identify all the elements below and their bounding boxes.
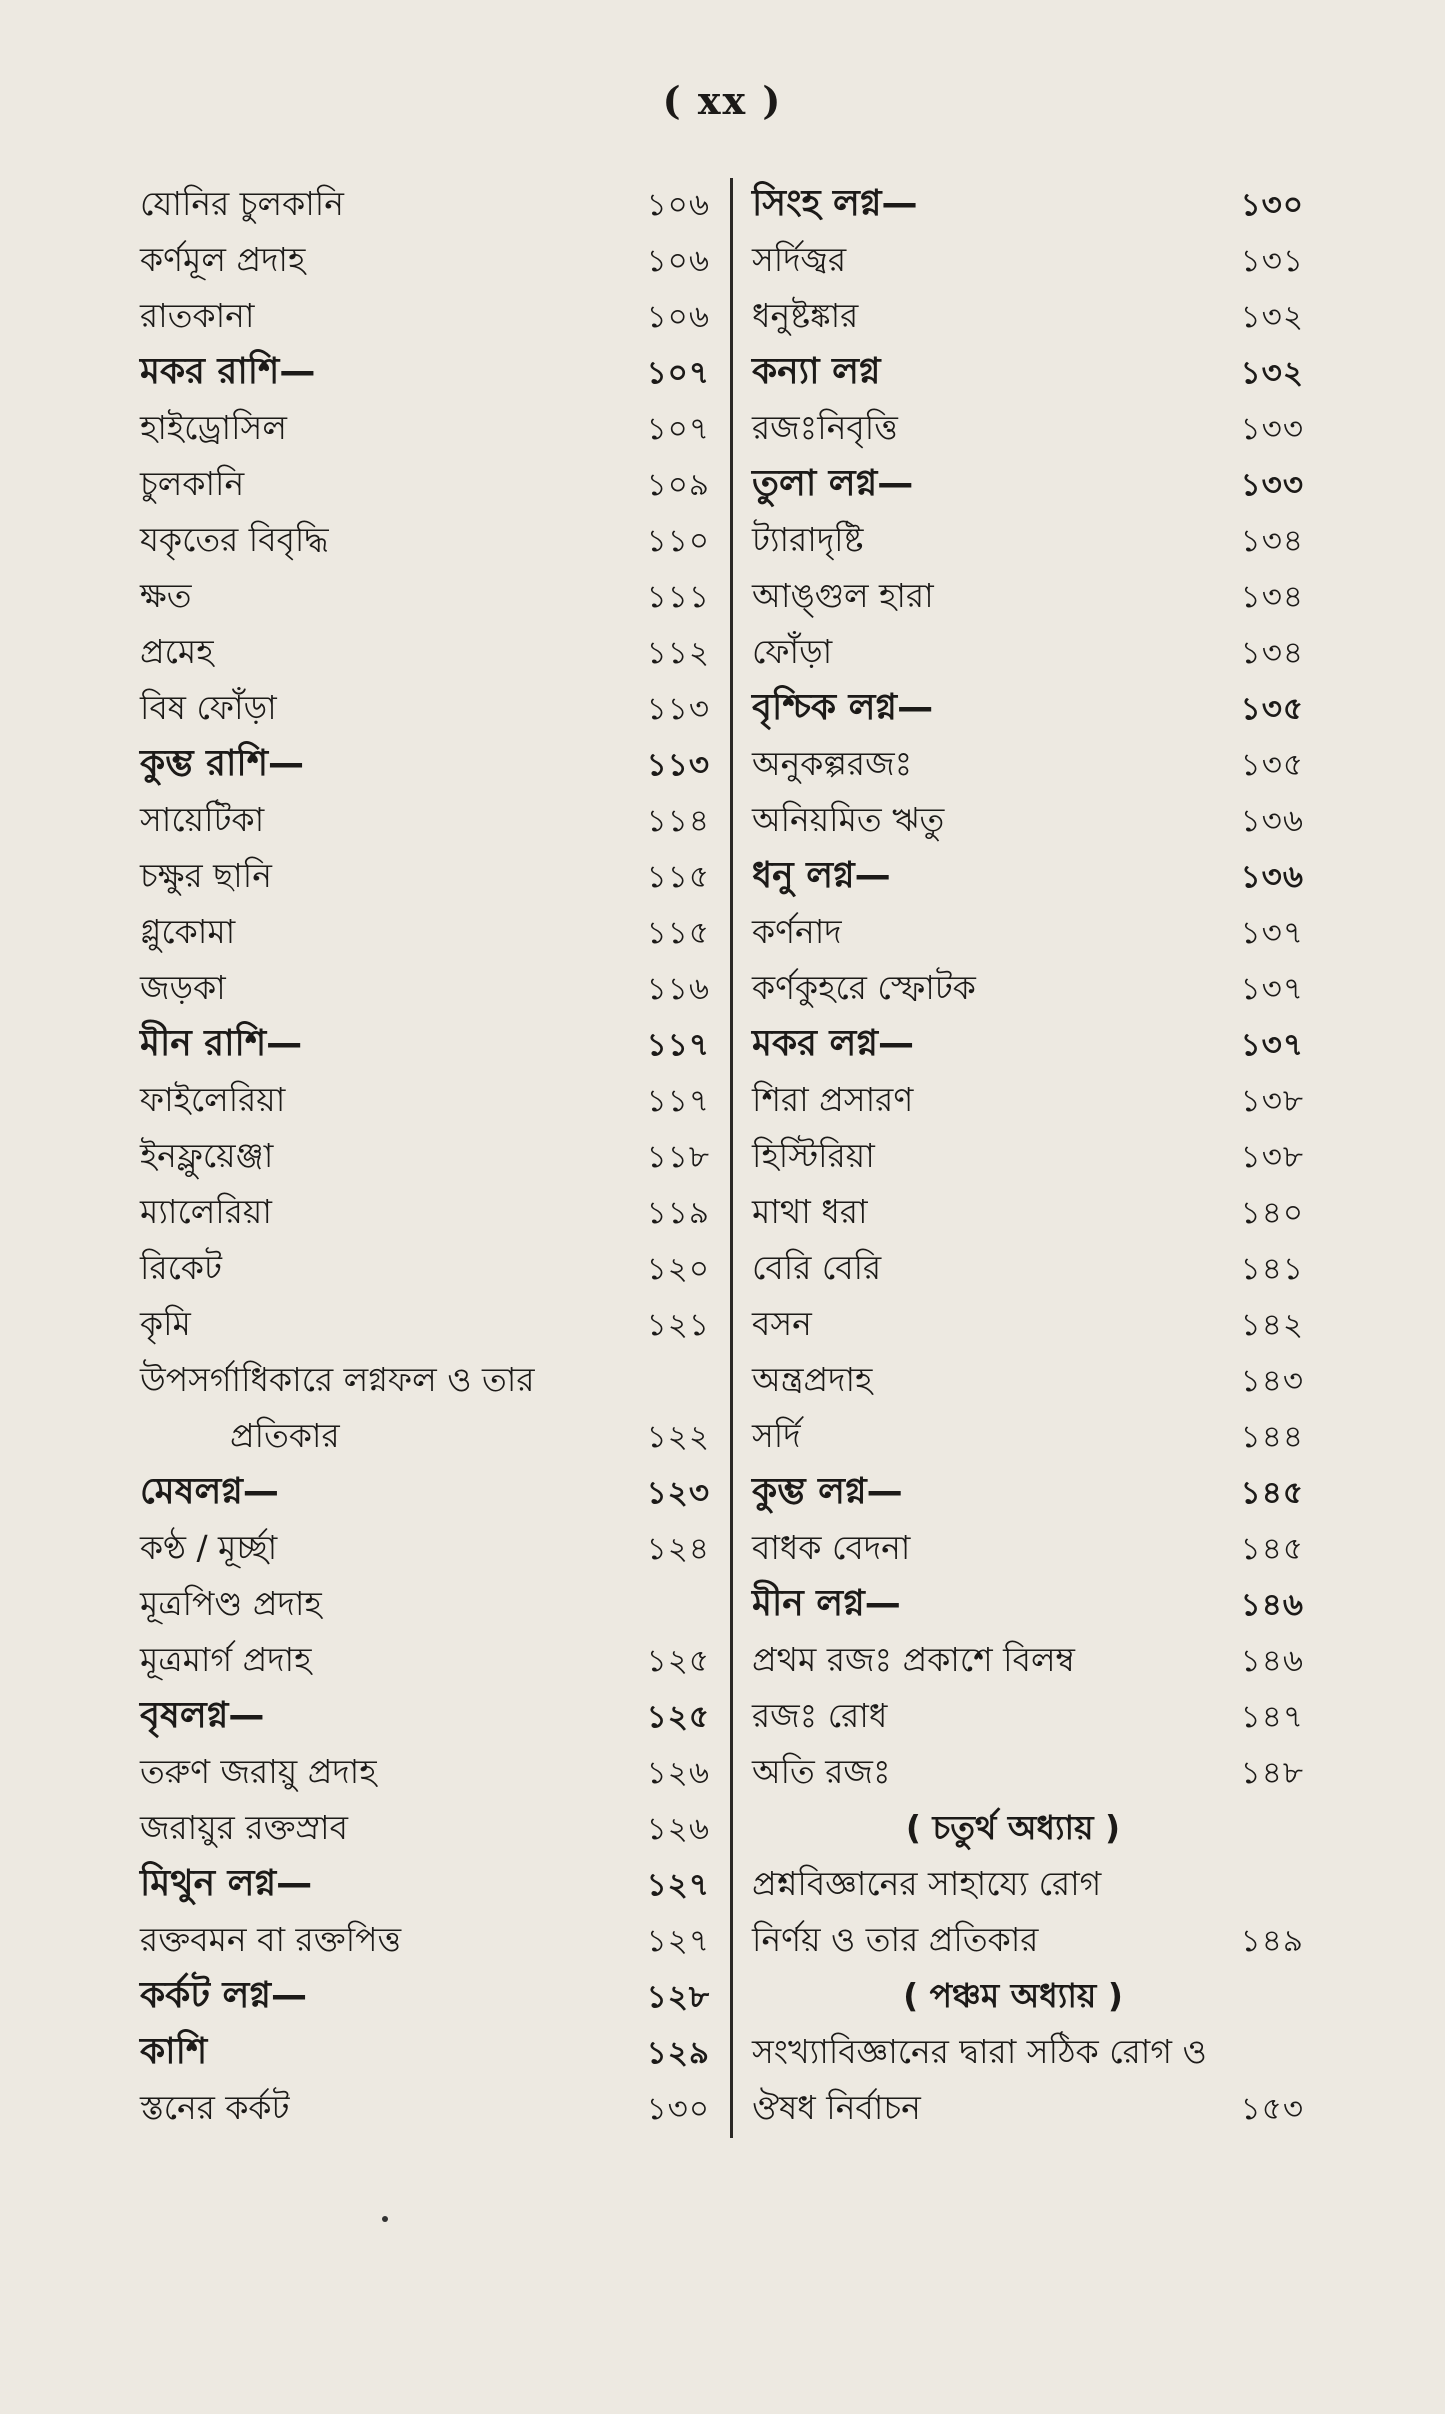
index-heading <box>140 736 710 792</box>
index-entry <box>140 1296 710 1352</box>
entry-page-number: ১১৮ <box>646 1139 710 1175</box>
entry-label: হাইড্রোসিল <box>140 408 287 447</box>
entry-label: কন্যা লগ্ন <box>752 351 881 392</box>
index-entry <box>752 904 1304 960</box>
index-entry <box>140 176 710 232</box>
entry-label: শিরা প্রসারণ <box>752 1080 914 1119</box>
entry-label: নির্ণয় ও তার প্রতিকার <box>752 1920 1039 1959</box>
entry-label: রিকেট <box>140 1248 222 1287</box>
entry-page-number: ১৩৭ <box>1240 1027 1304 1063</box>
entry-page-number: ১১২ <box>646 635 710 671</box>
index-heading <box>752 1016 1304 1072</box>
entry-label: চুলকানি <box>140 464 245 503</box>
entry-label: সায়েটিকা <box>140 800 265 839</box>
entry-page-number: ১০৭ <box>646 411 710 447</box>
index-heading <box>140 1688 710 1744</box>
entry-label: বৃশ্চিক লগ্ন— <box>752 687 934 728</box>
entry-page-number: ১২৫ <box>646 1699 710 1735</box>
entry-label: অনিয়মিত ঋতু <box>752 800 945 839</box>
entry-page-number: ১১৭ <box>646 1083 710 1119</box>
entry-label: মকর রাশি— <box>140 351 316 392</box>
entry-page-number: ১১৩ <box>646 691 710 727</box>
index-heading <box>752 456 1304 512</box>
entry-page-number: ১১০ <box>646 523 710 559</box>
index-column-right <box>752 176 1304 2136</box>
index-entry <box>140 568 710 624</box>
entry-page-number: ১৩৪ <box>1240 523 1304 559</box>
index-entry <box>140 1408 710 1464</box>
index-heading <box>752 1464 1304 1520</box>
index-entry <box>140 1240 710 1296</box>
entry-page-number: ১০৬ <box>646 243 710 279</box>
index-entry <box>140 2080 710 2136</box>
index-entry <box>140 512 710 568</box>
entry-page-number: ১৪০ <box>1240 1195 1304 1231</box>
entry-page-number: ১২৭ <box>646 1923 710 1959</box>
entry-page-number: ১৪৫ <box>1240 1475 1304 1511</box>
index-entry <box>140 848 710 904</box>
entry-page-number: ১৩৬ <box>1240 803 1304 839</box>
index-heading <box>140 1968 710 2024</box>
entry-page-number: ১২০ <box>646 1251 710 1287</box>
index-entry <box>140 1072 710 1128</box>
entry-label: কর্ণকুহরে স্ফোটক <box>752 968 976 1007</box>
index-entry <box>140 960 710 1016</box>
index-entry <box>140 624 710 680</box>
index-heading <box>140 1464 710 1520</box>
entry-label: সিংহ লগ্ন— <box>752 183 918 224</box>
entry-label: বেরি বেরি <box>752 1248 882 1287</box>
entry-label: কর্ণমূল প্রদাহ <box>140 240 306 279</box>
entry-page-number: ১২৭ <box>646 1867 710 1903</box>
index-entry <box>752 288 1304 344</box>
entry-page-number: ১০৬ <box>646 299 710 335</box>
entry-label: কুম্ভ লগ্ন— <box>752 1471 903 1512</box>
entry-label: মেষলগ্ন— <box>140 1471 279 1512</box>
index-entry <box>752 1744 1304 1800</box>
entry-label: মীন লগ্ন— <box>752 1583 901 1624</box>
index-entry <box>140 1912 710 1968</box>
entry-page-number: ১৪২ <box>1240 1307 1304 1343</box>
index-entry <box>140 1520 710 1576</box>
entry-label: ধনুষ্টঙ্কার <box>752 296 859 335</box>
index-heading <box>752 680 1304 736</box>
entry-label: রক্তবমন বা রক্তপিত্ত <box>140 1920 402 1959</box>
entry-page-number: ১৪৫ <box>1240 1531 1304 1567</box>
index-entry <box>752 568 1304 624</box>
entry-page-number: ১৪১ <box>1240 1251 1304 1287</box>
entry-page-number: ১৩০ <box>1240 187 1304 223</box>
index-entry <box>140 680 710 736</box>
entry-page-number: ১৪৯ <box>1240 1923 1304 1959</box>
index-heading <box>140 344 710 400</box>
index-entry <box>752 400 1304 456</box>
index-entry <box>140 904 710 960</box>
entry-page-number: ১০৬ <box>646 187 710 223</box>
entry-label: অন্ত্রপ্রদাহ <box>752 1360 873 1399</box>
entry-page-number: ১১৫ <box>646 915 710 951</box>
entry-label: প্রমেহ <box>140 632 214 671</box>
index-entry <box>752 1352 1304 1408</box>
entry-label: প্রশ্নবিজ্ঞানের সাহায্যে রোগ <box>752 1864 1102 1903</box>
entry-page-number: ১২৬ <box>646 1755 710 1791</box>
index-entry <box>752 1632 1304 1688</box>
index-entry <box>752 512 1304 568</box>
entry-label: তুলা লগ্ন— <box>752 463 914 504</box>
entry-label: রজঃনিবৃত্তি <box>752 408 898 447</box>
index-column-left <box>140 176 710 2136</box>
entry-label: মূত্রপিণ্ড প্রদাহ <box>140 1584 322 1623</box>
entry-label: বসন <box>752 1304 812 1343</box>
entry-label: ধনু লগ্ন— <box>752 855 891 896</box>
entry-label: স্তনের কর্কট <box>140 2088 290 2127</box>
entry-label: আঙ্গুল হারা <box>752 576 934 615</box>
entry-label: মিথুন লগ্ন— <box>140 1863 313 1904</box>
entry-label: অতি রজঃ <box>752 1752 891 1791</box>
entry-page-number: ১১৭ <box>646 1027 710 1063</box>
index-entry <box>140 288 710 344</box>
entry-page-number: ১৪৮ <box>1240 1755 1304 1791</box>
entry-label: কর্ণনাদ <box>752 912 842 951</box>
entry-page-number: ১২৫ <box>646 1643 710 1679</box>
entry-label: জরায়ুর রক্তস্রাব <box>140 1808 348 1847</box>
entry-page-number: ১৩২ <box>1240 299 1304 335</box>
entry-label: কৃমি <box>140 1304 191 1343</box>
entry-label: রজঃ রোধ <box>752 1696 888 1735</box>
index-entry <box>752 1520 1304 1576</box>
entry-label: যকৃতের বিবৃদ্ধি <box>140 520 329 559</box>
entry-label: গ্লুকোমা <box>140 912 236 951</box>
index-heading <box>752 848 1304 904</box>
index-entry <box>140 1744 710 1800</box>
entry-label: কুম্ভ রাশি— <box>140 743 305 784</box>
entry-page-number: ১৪৪ <box>1240 1419 1304 1455</box>
entry-label: কাশি <box>140 2031 208 2072</box>
entry-page-number: ১৩৭ <box>1240 971 1304 1007</box>
index-entry <box>140 232 710 288</box>
index-heading <box>752 1576 1304 1632</box>
entry-label: প্রথম রজঃ প্রকাশে বিলম্ব <box>752 1640 1075 1679</box>
index-entry <box>140 1128 710 1184</box>
entry-label: ক্ষত <box>140 576 192 615</box>
entry-page-number: ১৩৪ <box>1240 635 1304 671</box>
index-entry <box>752 1688 1304 1744</box>
entry-label: মীন রাশি— <box>140 1023 303 1064</box>
entry-page-number: ১২৩ <box>646 1475 710 1511</box>
index-entry <box>752 2080 1304 2136</box>
index-entry <box>140 1576 710 1632</box>
entry-label: তরুণ জরায়ু প্রদাহ <box>140 1752 377 1791</box>
entry-label: হিস্টিরিয়া <box>752 1136 875 1175</box>
entry-page-number: ১৪৭ <box>1240 1699 1304 1735</box>
entry-label: সংখ্যাবিজ্ঞানের দ্বারা সঠিক রোগ ও <box>752 2032 1207 2071</box>
index-entry <box>140 792 710 848</box>
entry-label: প্রতিকার <box>230 1416 340 1455</box>
entry-page-number: ১০৯ <box>646 467 710 503</box>
entry-label: সর্দি <box>752 1416 801 1455</box>
entry-page-number: ১৩৩ <box>1240 467 1304 503</box>
chapter-heading <box>752 1968 1304 2024</box>
entry-page-number: ১৪৬ <box>1240 1643 1304 1679</box>
entry-page-number: ১৩৮ <box>1240 1139 1304 1175</box>
entry-page-number: ১১১ <box>646 579 710 615</box>
entry-page-number: ১৩৫ <box>1240 747 1304 783</box>
entry-page-number: ১৪৩ <box>1240 1363 1304 1399</box>
entry-page-number: ১২৪ <box>646 1531 710 1567</box>
index-entry <box>752 232 1304 288</box>
index-entry <box>752 1072 1304 1128</box>
index-entry <box>752 1184 1304 1240</box>
index-entry <box>752 736 1304 792</box>
index-entry <box>752 624 1304 680</box>
page-number: ( xx ) <box>662 78 783 123</box>
entry-label: অনুকল্পরজঃ <box>752 744 913 783</box>
index-heading <box>140 1016 710 1072</box>
chapter-heading <box>752 1800 1304 1856</box>
entry-label: ঔষধ নির্বাচন <box>752 2088 921 2127</box>
index-entry <box>752 1408 1304 1464</box>
entry-page-number: ১১৪ <box>646 803 710 839</box>
entry-page-number: ১১৬ <box>646 971 710 1007</box>
entry-label: সর্দিজ্বর <box>752 240 847 279</box>
entry-label: ( চতুর্থ অধ্যায় ) <box>905 1808 1121 1847</box>
index-entry <box>140 1800 710 1856</box>
index-heading <box>140 2024 710 2080</box>
entry-page-number: ১২২ <box>646 1419 710 1455</box>
index-entry <box>752 1856 1304 1912</box>
entry-page-number: ১৫৩ <box>1240 2091 1304 2127</box>
entry-label: বাধক বেদনা <box>752 1528 911 1567</box>
entry-page-number: ১৩৭ <box>1240 915 1304 951</box>
column-divider <box>730 178 733 2138</box>
entry-label: মাথা ধরা <box>752 1192 868 1231</box>
entry-label: ট্যারাদৃষ্টি <box>752 520 864 559</box>
index-entry <box>752 792 1304 848</box>
entry-label: ইনফ্লুয়েঞ্জা <box>140 1136 274 1175</box>
entry-label: চক্ষুর ছানি <box>140 856 272 895</box>
entry-label: জড়কা <box>140 968 226 1007</box>
entry-label: মূত্রমার্গ প্রদাহ <box>140 1640 312 1679</box>
ink-dot <box>382 2216 388 2222</box>
index-entry <box>752 1296 1304 1352</box>
entry-label: যোনির চুলকানি <box>140 184 344 223</box>
entry-label: ( পঞ্চম অধ্যায় ) <box>903 1976 1123 2015</box>
entry-page-number: ১৩০ <box>646 2091 710 2127</box>
index-entry <box>752 960 1304 1016</box>
index-entry <box>752 1240 1304 1296</box>
index-entry <box>752 2024 1304 2080</box>
entry-page-number: ১২৯ <box>646 2035 710 2071</box>
entry-page-number: ১৪৬ <box>1240 1587 1304 1623</box>
entry-label: বিষ ফোঁড়া <box>140 688 277 727</box>
entry-page-number: ১৩১ <box>1240 243 1304 279</box>
index-entry <box>752 1128 1304 1184</box>
entry-page-number: ১২১ <box>646 1307 710 1343</box>
entry-label: ফোঁড়া <box>752 632 833 671</box>
entry-page-number: ১১৫ <box>646 859 710 895</box>
index-entry <box>140 1184 710 1240</box>
entry-label: কণ্ঠ / মূর্চ্ছা <box>140 1528 278 1567</box>
entry-page-number: ১২৬ <box>646 1811 710 1847</box>
entry-label: ম্যালেরিয়া <box>140 1192 272 1231</box>
entry-page-number: ১৩৫ <box>1240 691 1304 727</box>
entry-page-number: ১৩২ <box>1240 355 1304 391</box>
entry-label: উপসর্গাধিকারে লগ্নফল ও তার <box>140 1360 535 1399</box>
entry-page-number: ১৩৮ <box>1240 1083 1304 1119</box>
entry-page-number: ১৩৪ <box>1240 579 1304 615</box>
entry-label: ফাইলেরিয়া <box>140 1080 286 1119</box>
entry-label: বৃষলগ্ন— <box>140 1695 265 1736</box>
entry-page-number: ১১৯ <box>646 1195 710 1231</box>
entry-page-number: ১১৩ <box>646 747 710 783</box>
index-entry <box>140 456 710 512</box>
index-entry <box>752 1912 1304 1968</box>
index-heading <box>752 344 1304 400</box>
index-entry <box>140 400 710 456</box>
entry-page-number: ১৩৩ <box>1240 411 1304 447</box>
index-entry <box>140 1632 710 1688</box>
entry-label: রাতকানা <box>140 296 255 335</box>
entry-page-number: ১৩৬ <box>1240 859 1304 895</box>
index-entry <box>140 1352 710 1408</box>
index-heading <box>140 1856 710 1912</box>
index-heading <box>752 176 1304 232</box>
entry-label: কর্কট লগ্ন— <box>140 1975 307 2016</box>
entry-page-number: ১২৮ <box>646 1979 710 2015</box>
entry-label: মকর লগ্ন— <box>752 1023 914 1064</box>
entry-page-number: ১০৭ <box>646 355 710 391</box>
